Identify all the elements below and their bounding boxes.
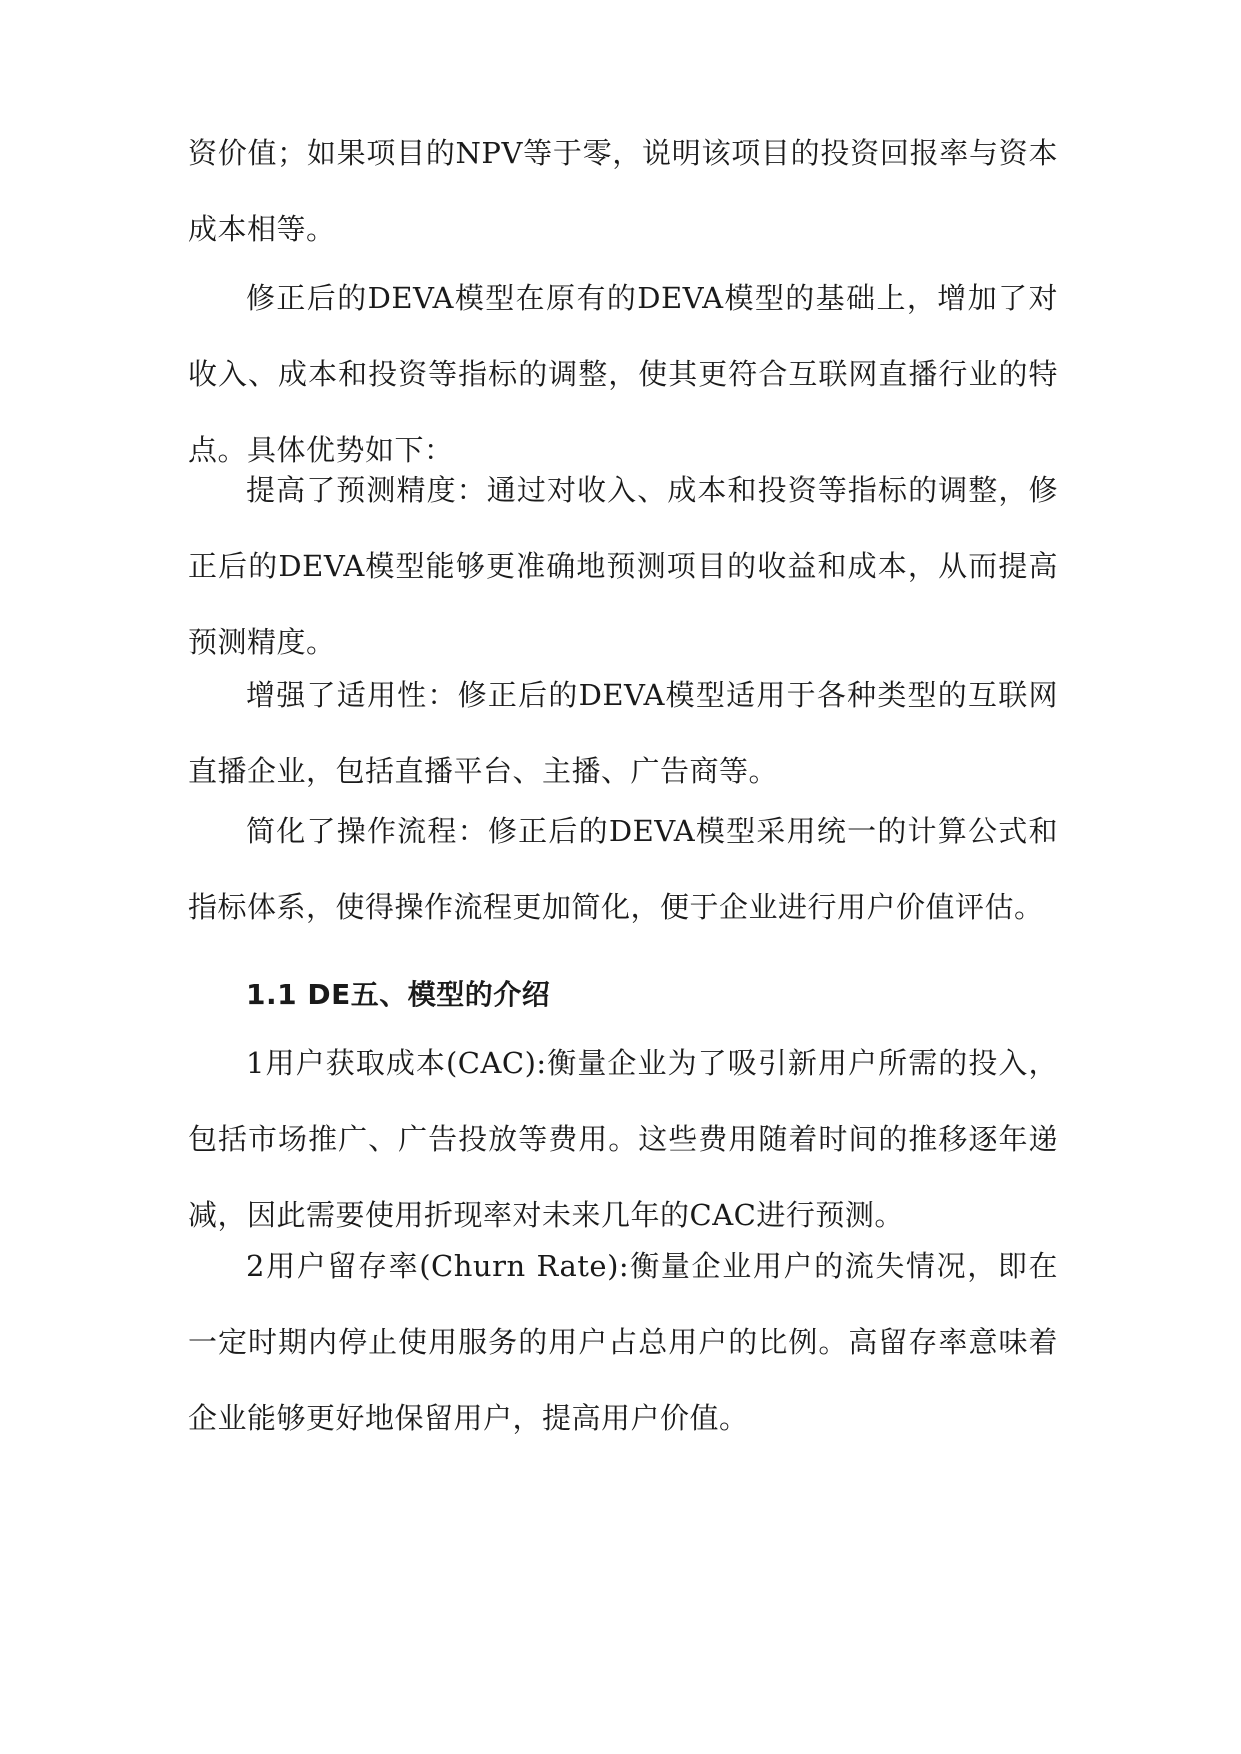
paragraph-modified-deva-intro: 修正后的DEVA模型在原有的DEVA模型的基础上，增加了对收入、成本和投资等指标的调整，使其更符合互联网直播行业的特点。具体优势如下： — [188, 281, 1058, 467]
paragraph-npv-continuation: 资价值；如果项目的NPV等于零，说明该项目的投资回报率与资本成本相等。 — [188, 136, 1058, 246]
paragraph-churn-rate: 2用户留存率(Churn Rate):衡量企业用户的流失情况，即在一定时期内停止使用服务的用户占总用户的比例。高留存率意味着企业能够更好地保留用户，提高用户价值。 — [188, 1249, 1058, 1435]
paragraph-applicability: 增强了适用性：修正后的DEVA模型适用于各种类型的互联网直播企业，包括直播平台、主播、广告商等。 — [188, 678, 1058, 788]
paragraph-prediction-accuracy: 提高了预测精度：通过对收入、成本和投资等指标的调整，修正后的DEVA模型能够更准确地预测项目的收益和成本，从而提高预测精度。 — [188, 473, 1058, 659]
paragraph-simplified-process: 简化了操作流程：修正后的DEVA模型采用统一的计算公式和指标体系，使得操作流程更加简化，便于企业进行用户价值评估。 — [188, 814, 1058, 924]
section-heading: 1.1 DE五、模型的介绍 — [246, 978, 551, 1011]
paragraph-cac: 1用户获取成本(CAC):衡量企业为了吸引新用户所需的投入，包括市场推广、广告投放等费用。这些费用随着时间的推移逐年递减，因此需要使用折现率对未来几年的CAC进行预测。 — [188, 1046, 1058, 1232]
